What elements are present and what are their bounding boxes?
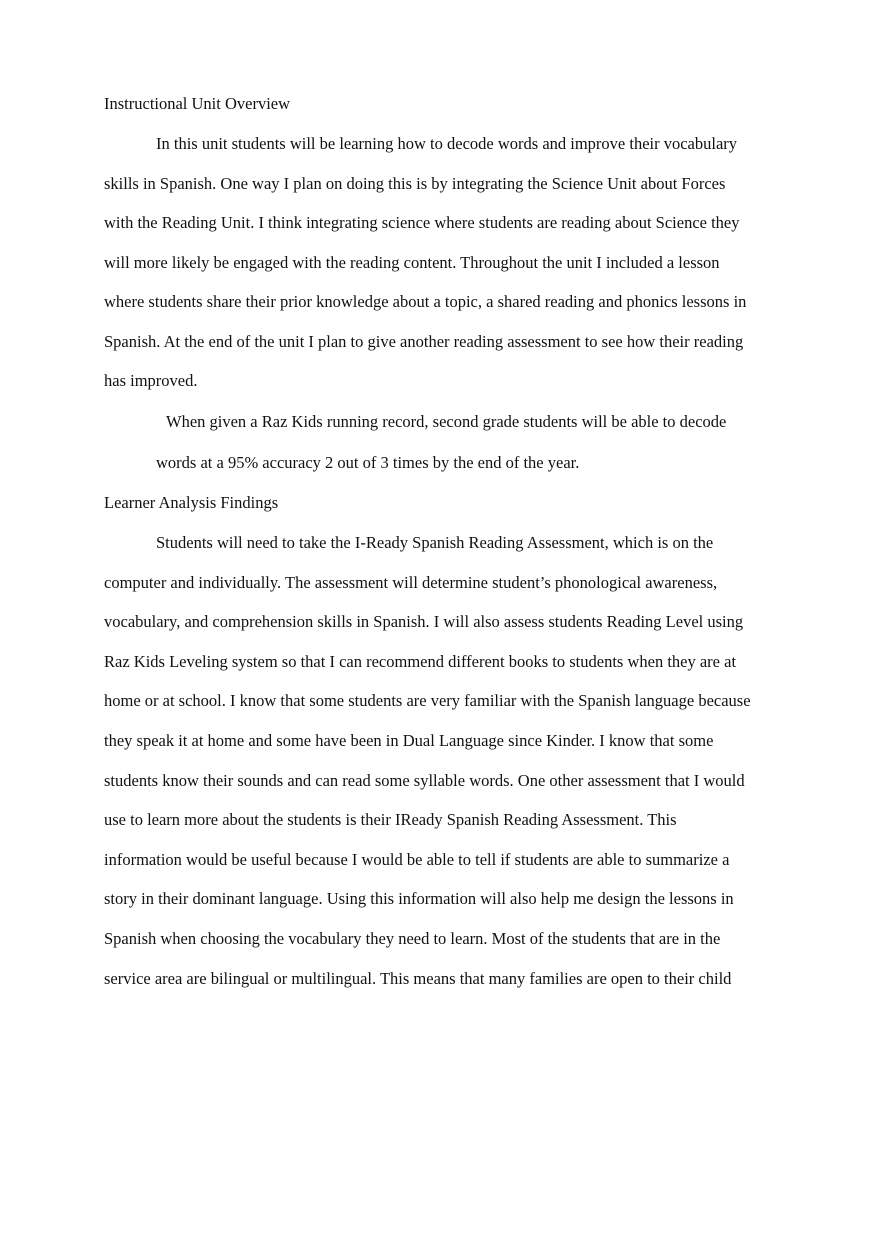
paragraph-line: Spanish when choosing the vocabulary they need to learn. Most of the students that are in the xyxy=(104,929,721,948)
paragraph-line: use to learn more about the students is their IReady Spanish Reading Assessment. This xyxy=(104,810,677,829)
paragraph-line: service area are bilingual or multilingual. This means that many families are open to their child xyxy=(104,969,732,988)
paragraph-line: story in their dominant language. Using this information will also help me design the lessons in xyxy=(104,889,734,908)
paragraph-line: skills in Spanish. One way I plan on doing this is by integrating the Science Unit about Forces xyxy=(104,174,726,193)
objective-line: words at a 95% accuracy 2 out of 3 times by the end of the year. xyxy=(156,453,580,472)
paragraph-line: Raz Kids Leveling system so that I can recommend different books to students when they are at xyxy=(104,652,737,671)
paragraph-line: students know their sounds and can read some syllable words. One other assessment that I would xyxy=(104,771,745,790)
paragraph-line: Students will need to take the I-Ready Spanish Reading Assessment, which is on the xyxy=(156,533,714,552)
paragraph-line: where students share their prior knowledge about a topic, a shared reading and phonics lessons in xyxy=(104,292,747,311)
section-heading: Learner Analysis Findings xyxy=(104,493,279,512)
paragraph-line: information would be useful because I would be able to tell if students are able to summarize a xyxy=(104,850,730,869)
paragraph-line: computer and individually. The assessment will determine student’s phonological awareness, xyxy=(104,573,718,592)
paragraph-line: Spanish. At the end of the unit I plan to give another reading assessment to see how their reading xyxy=(104,332,744,351)
paragraph-line: In this unit students will be learning how to decode words and improve their vocabulary xyxy=(156,134,738,153)
paragraph-line: they speak it at home and some have been in Dual Language since Kinder. I know that some xyxy=(104,731,714,750)
section-heading: Instructional Unit Overview xyxy=(104,94,291,113)
objective-line: When given a Raz Kids running record, second grade students will be able to decode xyxy=(166,412,727,431)
paragraph-line: with the Reading Unit. I think integrating science where students are reading about Science they xyxy=(104,213,740,232)
paragraph-line: home or at school. I know that some students are very familiar with the Spanish language because xyxy=(104,691,751,710)
paragraph-line: has improved. xyxy=(104,371,198,390)
paragraph-line: will more likely be engaged with the reading content. Throughout the unit I included a lesson xyxy=(104,253,720,272)
paragraph-line: vocabulary, and comprehension skills in Spanish. I will also assess students Reading Level using xyxy=(104,612,744,631)
